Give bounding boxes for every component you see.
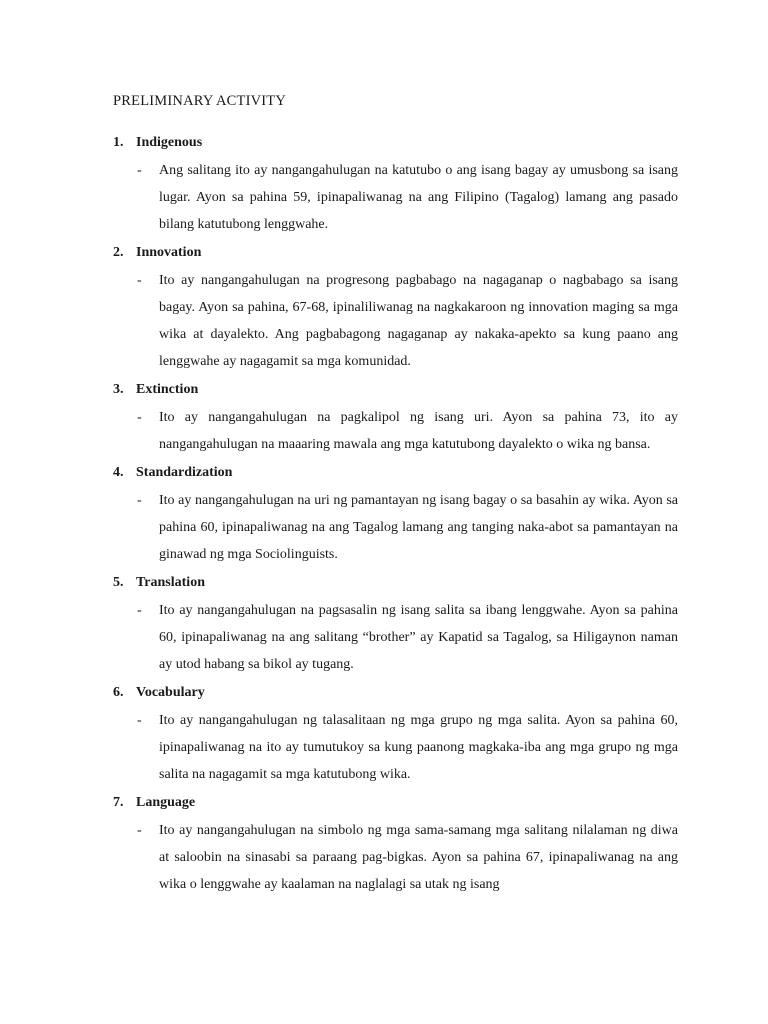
bullet-dash: - xyxy=(137,823,142,838)
entry-term: Language xyxy=(136,795,196,810)
entry-number: 6. xyxy=(113,685,124,700)
entry-term: Translation xyxy=(136,575,205,590)
entry-number: 3. xyxy=(113,382,124,397)
entry-text: Ito ay nangangahulugan na simbolo ng mga sama-samang mga salitang nilalaman ng diwa at saloobin na sinasabi sa paraang pag-bigkas. Ayon sa pahina 67, ipinapaliwanag na ang wika o lenggwahe ay kaalaman na naglalagi sa utak ng isang xyxy=(159,823,678,892)
definition-list xyxy=(113,130,678,900)
entry-term: Extinction xyxy=(136,382,199,397)
entry-body xyxy=(113,267,678,375)
entry-number: 2. xyxy=(113,245,124,260)
entry-text: Ito ay nangangahulugan na pagkalipol ng isang uri. Ayon sa pahina 73, ito ay nangangahulugan na maaaring mawala ang mga katutubong dayalekto o wika ng bansa. xyxy=(159,410,678,452)
document-heading: PRELIMINARY ACTIVITY xyxy=(113,93,287,109)
entry-title xyxy=(113,460,678,485)
entry-term: Indigenous xyxy=(136,135,203,150)
definition-entry-standardization xyxy=(113,460,678,568)
entry-number: 4. xyxy=(113,465,124,480)
entry-body xyxy=(113,817,678,898)
entry-term: Vocabulary xyxy=(136,685,205,700)
entry-term: Standardization xyxy=(136,465,233,480)
entry-body xyxy=(113,597,678,678)
definition-entry-innovation xyxy=(113,240,678,375)
entry-body xyxy=(113,487,678,568)
entry-body xyxy=(113,404,678,458)
bullet-dash: - xyxy=(137,410,142,425)
definition-entry-language xyxy=(113,790,678,898)
entry-text: Ito ay nangangahulugan ng talasalitaan ng mga grupo ng mga salita. Ayon sa pahina 60, ipinapaliwanag na ito ay tumutukoy sa kung paanong magkaka-iba ang mga grupo ng mga salita na nagagamit sa mga katutubong wika. xyxy=(159,713,678,782)
definition-entry-vocabulary xyxy=(113,680,678,788)
bullet-dash: - xyxy=(137,603,142,618)
entry-title xyxy=(113,130,678,155)
entry-text: Ito ay nangangahulugan na uri ng pamantayan ng isang bagay o sa basahin ay wika. Ayon sa pahina 60, ipinapaliwanag na ang Tagalog lamang ang tanging naka-abot sa pamantayan na ginawad ng mga Sociolinguists. xyxy=(159,493,678,562)
entry-title xyxy=(113,680,678,705)
entry-number: 7. xyxy=(113,795,124,810)
bullet-dash: - xyxy=(137,163,142,178)
entry-number: 1. xyxy=(113,135,124,150)
entry-text: Ito ay nangangahulugan na progresong pagbabago na nagaganap o nagbabago sa isang bagay. Ayon sa pahina, 67-68, ipinaliliwanag na nagkakaroon ng innovation maging sa mga wika at dayalekto. Ang pagbabagong nagaganap ay nakaka-apekto sa kung paano ang lenggwahe ay nagagamit sa mga komunidad. xyxy=(159,273,678,369)
entry-body xyxy=(113,707,678,788)
entry-body xyxy=(113,157,678,238)
entry-title xyxy=(113,240,678,265)
entry-number: 5. xyxy=(113,575,124,590)
entry-title xyxy=(113,790,678,815)
entry-text: Ito ay nangangahulugan na pagsasalin ng isang salita sa ibang lenggwahe. Ayon sa pahina 60, ipinapaliwanag na ang salitang “brother” ay Kapatid sa Tagalog, sa Hiligaynon naman ay utod habang sa bikol ay tugang. xyxy=(159,603,678,672)
definition-entry-extinction xyxy=(113,377,678,458)
bullet-dash: - xyxy=(137,493,142,508)
entry-title xyxy=(113,570,678,595)
bullet-dash: - xyxy=(137,713,142,728)
definition-entry-indigenous xyxy=(113,130,678,238)
entry-text: Ang salitang ito ay nangangahulugan na katutubo o ang isang bagay ay umusbong sa isang lugar. Ayon sa pahina 59, ipinapaliwanag na ang Filipino (Tagalog) lamang ang pasado bilang katutubong lenggwahe. xyxy=(159,163,678,232)
entry-title xyxy=(113,377,678,402)
bullet-dash: - xyxy=(137,273,142,288)
entry-term: Innovation xyxy=(136,245,202,260)
definition-entry-translation xyxy=(113,570,678,678)
